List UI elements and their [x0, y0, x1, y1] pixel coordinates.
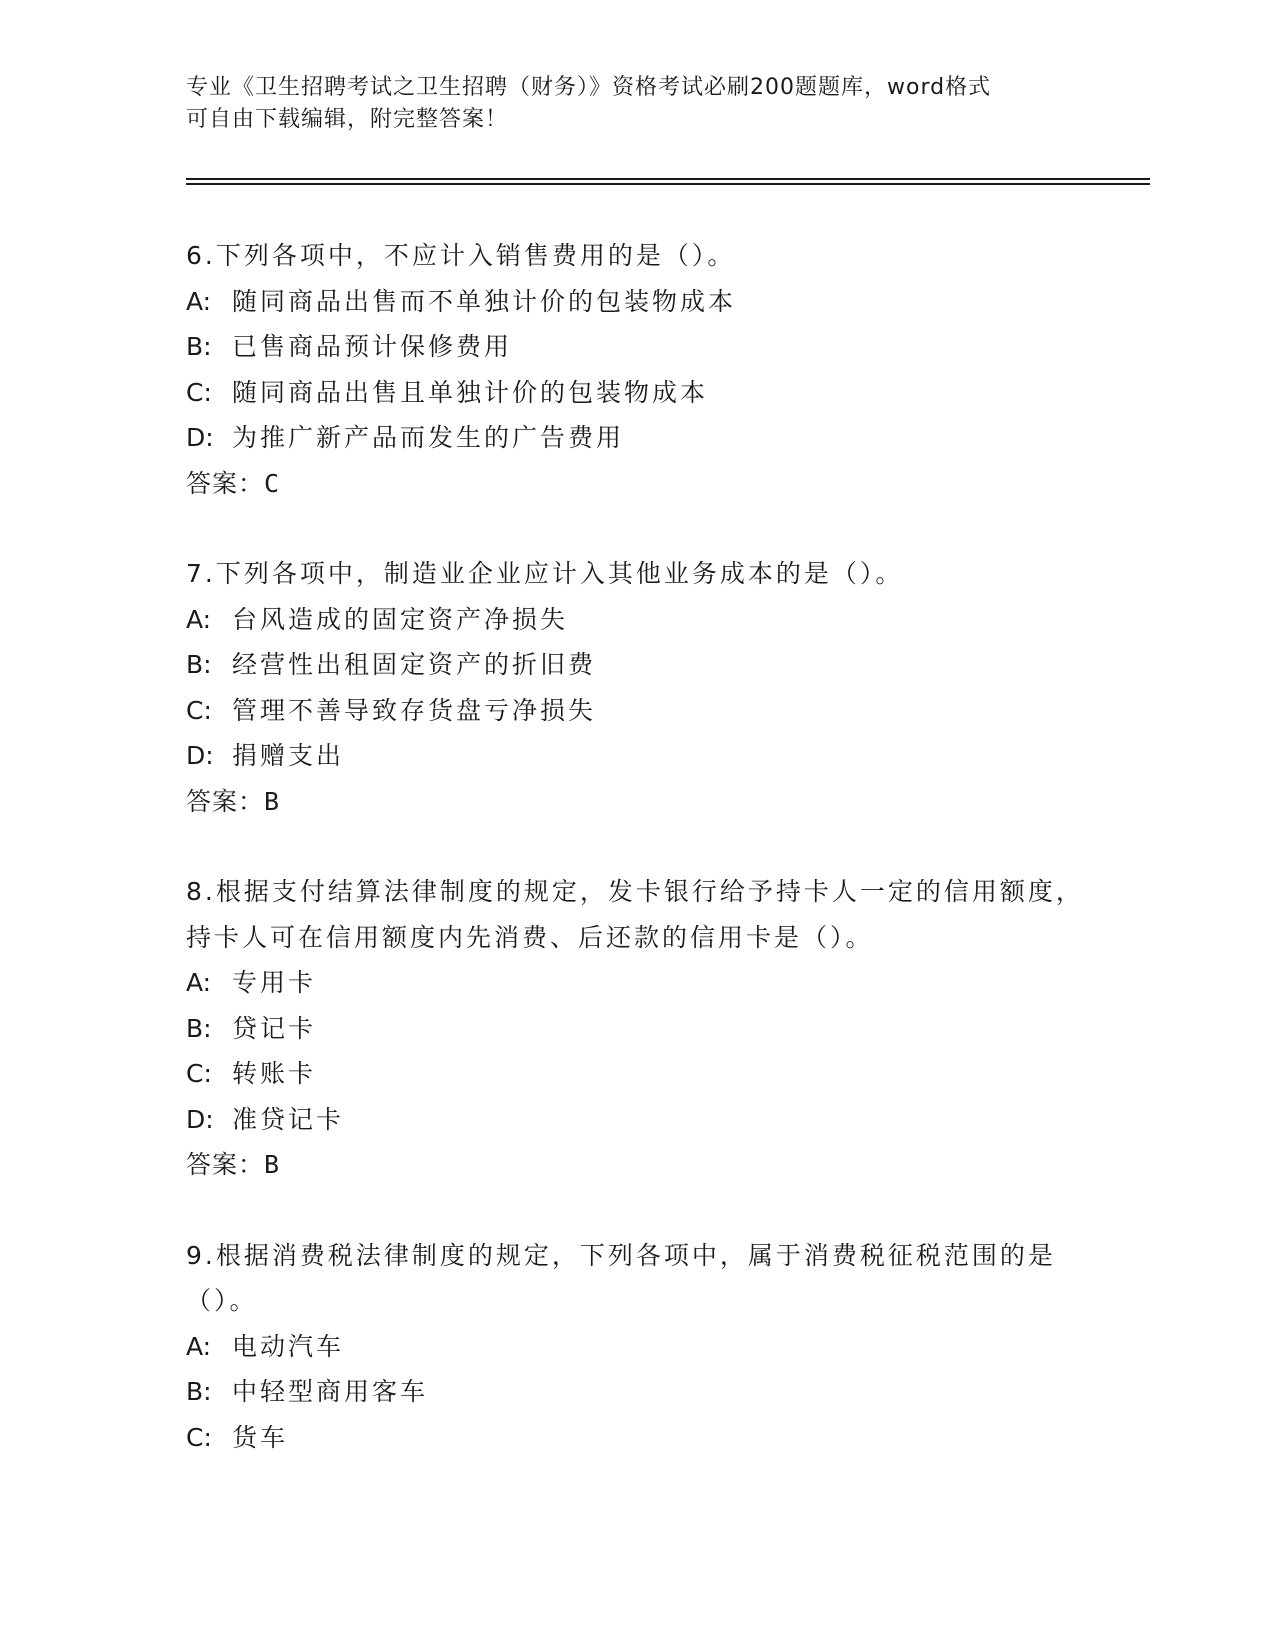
option-letter: D: — [186, 423, 214, 452]
option-letter: C: — [186, 1059, 212, 1088]
option-letter: A: — [186, 968, 212, 997]
answer-line: 答案：B — [186, 1150, 281, 1179]
option-d — [186, 1097, 1086, 1143]
option-text: 随同商品出售而不单独计价的包装物成本 — [232, 286, 737, 316]
option-b — [186, 324, 1086, 370]
option-text: 中轻型商用客车 — [232, 1377, 429, 1406]
option-c — [186, 370, 1086, 416]
option-letter: C: — [186, 377, 212, 407]
option-b — [186, 642, 1086, 688]
option-a — [186, 960, 1086, 1006]
option-c — [186, 1051, 1086, 1097]
question-8 — [186, 869, 1086, 1188]
option-text: 转账卡 — [232, 1059, 317, 1088]
option-d — [186, 415, 1086, 461]
option-text: 捐赠支出 — [232, 741, 345, 770]
option-letter: C: — [186, 695, 212, 725]
rule-line — [186, 183, 1150, 185]
option-a — [186, 279, 1086, 325]
option-text: 货车 — [232, 1422, 289, 1452]
header-double-rule — [186, 178, 1150, 185]
option-letter: B: — [186, 1377, 212, 1406]
option-a — [186, 1324, 1086, 1370]
option-text: 贷记卡 — [232, 1013, 317, 1043]
option-text: 已售商品预计保修费用 — [232, 332, 513, 361]
option-d — [186, 733, 1086, 779]
question-stem: 6.下列各项中，不应计入销售费用的是（）。 — [186, 241, 736, 270]
header-line-2: 可自由下载编辑，附完整答案！ — [186, 107, 509, 132]
answer-line: 答案：B — [186, 786, 281, 816]
option-text: 经营性出租固定资产的折旧费 — [232, 650, 597, 679]
question-list — [186, 233, 1086, 1505]
option-text: 准贷记卡 — [232, 1104, 345, 1134]
option-letter: B: — [186, 650, 212, 679]
option-text: 管理不善导致存货盘亏净损失 — [232, 695, 597, 725]
answer-line: 答案：C — [186, 468, 281, 498]
option-text: 台风造成的固定资产净损失 — [232, 604, 569, 634]
option-b — [186, 1369, 1086, 1415]
question-stem: 7.下列各项中，制造业企业应计入其他业务成本的是（）。 — [186, 559, 904, 588]
option-text: 为推广新产品而发生的广告费用 — [232, 423, 625, 452]
option-letter: D: — [186, 741, 214, 770]
option-c — [186, 1415, 1086, 1461]
question-6 — [186, 233, 1086, 506]
question-7 — [186, 551, 1086, 824]
option-letter: A: — [186, 1331, 212, 1361]
option-text: 电动汽车 — [232, 1331, 345, 1361]
option-text: 专用卡 — [232, 968, 317, 997]
option-b — [186, 1006, 1086, 1052]
option-letter: A: — [186, 286, 212, 316]
option-c — [186, 688, 1086, 734]
option-letter: D: — [186, 1104, 214, 1134]
question-9 — [186, 1233, 1086, 1461]
question-stem: 8.根据支付结算法律制度的规定，发卡银行给予持卡人一定的信用额度，持卡人可在信用额度内先消费、后还款的信用卡是（）。 — [186, 877, 1084, 952]
option-letter: B: — [186, 332, 212, 361]
rule-line — [186, 178, 1150, 180]
question-stem: 9.根据消费税法律制度的规定，下列各项中，属于消费税征税范围的是（）。 — [186, 1240, 1056, 1315]
option-letter: B: — [186, 1013, 212, 1043]
option-letter: C: — [186, 1422, 212, 1452]
document-header — [186, 72, 1086, 136]
header-line-1: 专业《卫生招聘考试之卫生招聘（财务）》资格考试必刷200题题库，word格式 — [186, 75, 992, 100]
option-a — [186, 597, 1086, 643]
option-letter: A: — [186, 604, 212, 634]
option-text: 随同商品出售且单独计价的包装物成本 — [232, 377, 709, 407]
